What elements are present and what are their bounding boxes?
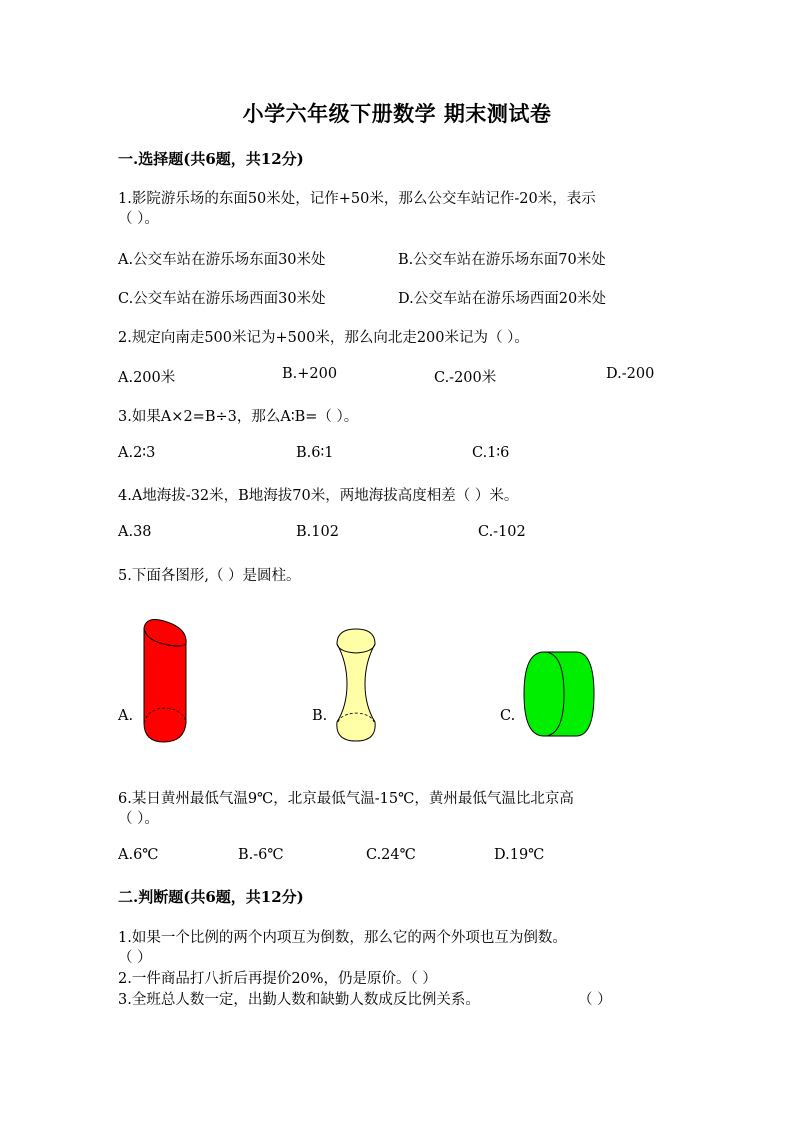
question-5-option-c-label: C. xyxy=(500,708,516,724)
short-cylinder-icon xyxy=(520,650,596,738)
page-title: 小学六年级下册数学 期末测试卷 xyxy=(242,101,552,126)
question-6-option-d: D.19℃ xyxy=(494,847,545,863)
tf-question-3-text: 3.全班总人数一定，出勤人数和缺勤人数成反比例关系。 xyxy=(118,992,480,1008)
question-2-option-d: D.-200 xyxy=(606,366,655,382)
section-heading-multiple-choice: 一.选择题(共6题，共12分) xyxy=(118,150,304,168)
tf-question-2-text: 2.一件商品打八折后再提价20%，仍是原价。（ ） xyxy=(118,971,437,987)
question-6-option-a: A.6℃ xyxy=(118,847,159,863)
question-1-option-a: A.公交车站在游乐场东面30米处 xyxy=(118,252,326,268)
question-1-text: 1.影院游乐场的东面50米处，记作+50米，那么公交车站记作-20米，表示 xyxy=(118,191,596,207)
question-6-option-b: B.-6℃ xyxy=(238,847,284,863)
question-2-option-c: C.-200米 xyxy=(434,370,497,386)
section-heading-true-false: 二.判断题(共6题，共12分) xyxy=(118,888,304,906)
question-6-option-c: C.24℃ xyxy=(366,847,416,863)
question-5-option-b-label: B. xyxy=(312,708,328,724)
question-3-option-a: A.2∶3 xyxy=(118,445,156,461)
question-3-text: 3.如果A×2=B÷3，那么A∶B=（ ）。 xyxy=(118,409,359,425)
slanted-cylinder-icon xyxy=(138,618,194,744)
question-3-option-b: B.6∶1 xyxy=(296,445,334,461)
question-4-text: 4.A地海拔-32米，B地海拔70米，两地海拔高度相差（ ）米。 xyxy=(118,488,519,504)
question-2-option-a: A.200米 xyxy=(118,370,176,386)
question-5-option-a-label: A. xyxy=(118,708,134,724)
question-2-text: 2.规定向南走500米记为+500米，那么向北走200米记为（ ）。 xyxy=(118,330,529,346)
question-1-option-d: D.公交车站在游乐场西面20米处 xyxy=(398,291,607,307)
question-4-option-c: C.-102 xyxy=(478,524,526,540)
question-1-blank: （ ）。 xyxy=(118,211,159,227)
question-1-option-c: C.公交车站在游乐场西面30米处 xyxy=(118,291,326,307)
question-6-text: 6.某日黄州最低气温9℃，北京最低气温-15℃，黄州最低气温比北京高 xyxy=(118,791,574,807)
question-3-option-c: C.1∶6 xyxy=(472,445,510,461)
hourglass-shape-icon xyxy=(333,628,379,742)
question-4-option-a: A.38 xyxy=(118,524,152,540)
tf-question-1-blank: （ ） xyxy=(118,950,152,966)
tf-question-1-text: 1.如果一个比例的两个内项互为倒数，那么它的两个外项也互为倒数。 xyxy=(118,930,567,946)
question-6-blank: （ ）。 xyxy=(118,811,159,827)
question-1-option-b: B.公交车站在游乐场东面70米处 xyxy=(398,252,606,268)
question-4-option-b: B.102 xyxy=(296,524,339,540)
question-5-text: 5.下面各图形,（ ）是圆柱。 xyxy=(118,568,301,584)
tf-question-3-blank: （ ） xyxy=(578,992,612,1008)
question-2-option-b: B.+200 xyxy=(282,366,338,382)
